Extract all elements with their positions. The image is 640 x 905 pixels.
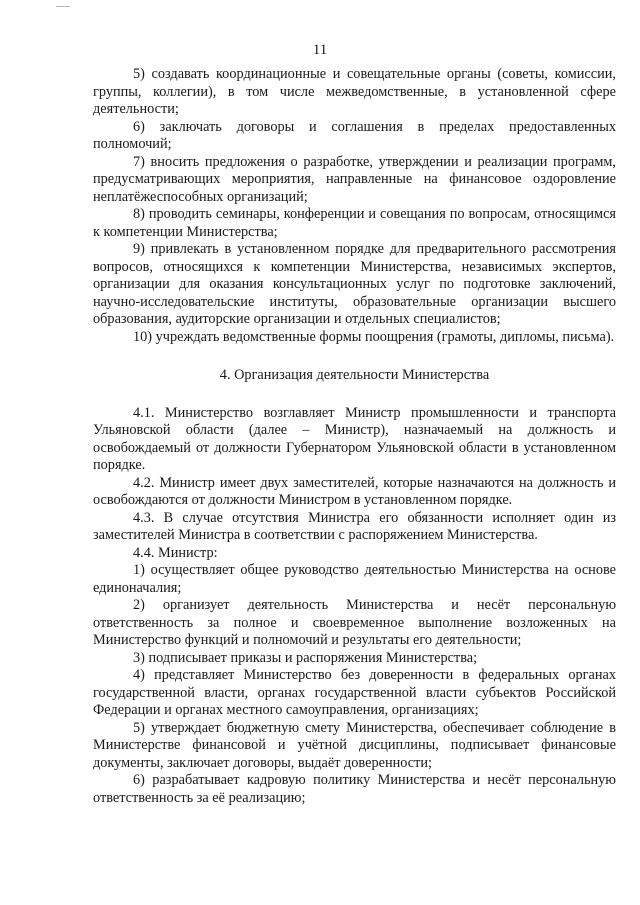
paragraph: 10) учреждать ведомственные формы поощрения (грамоты, дипломы, письма). <box>133 328 615 345</box>
paragraph: 4.4. Министр: <box>133 544 218 561</box>
paragraph: 9) привлекать в установленном порядке для предварительного рассмотрения вопросов, относящихся к компетенции Министерства, независимых экспертов, организации для оказания консультационных услуг по подготовке заключений, научно-исследовательские институты, образовательные организации высшего образования, аудиторские организации и отдельных специалистов; <box>93 241 616 327</box>
paragraph: 2) организует деятельность Министерства и несёт персональную ответственность за полное и своевременное выполнение возложенных на Министерство функций и полномочий и результаты его деятельности; <box>93 597 616 648</box>
paragraph: 8) проводить семинары, конференции и совещания по вопросам, относящимся к компетенции Министерства; <box>93 206 616 240</box>
paragraph: 5) создавать координационные и совещательные органы (советы, комиссии, группы, коллегии), в том числе межведомственные, в установленной сфере деятельности; <box>93 66 616 117</box>
scan-mark <box>56 6 70 7</box>
paragraph: 6) заключать договоры и соглашения в пределах предоставленных полномочий; <box>93 118 616 152</box>
paragraph: 4) представляет Министерство без доверенности в федеральных органах государственной власти, органах государственной власти субъектов Российской Федерации и органах местного самоуправления, организациях; <box>93 667 616 718</box>
paragraph: 7) вносить предложения о разработке, утверждении и реализации программ, предусматривающих мероприятия, направленные на финансовое оздоровление неплатёжеспособных организаций; <box>93 153 616 205</box>
document-body <box>93 66 616 807</box>
section-heading: 4. Организация деятельности Министерства <box>219 367 490 383</box>
paragraph: 4.1. Министерство возглавляет Министр промышленности и транспорта Ульяновской области (далее – Министр), назначаемый на должность и освобождаемый от должности Губернатором Ульяновской области в установленном порядке. <box>93 404 616 473</box>
paragraph: 4.3. В случае отсутствия Министра его обязанности исполняет один из заместителей Министра в соответствии с распоряжением Министерства. <box>93 509 616 543</box>
paragraph: 6) разрабатывает кадровую политику Министерства и несёт персональную ответственность за её реализацию; <box>93 772 616 806</box>
paragraph: 1) осуществляет общее руководство деятельностью Министерства на основе единоначалия; <box>93 562 616 596</box>
paragraph: 5) утверждает бюджетную смету Министерства, обеспечивает соблюдение в Министерстве финансовой и учётной дисциплины, подписывает финансовые документы, заключает договоры, выдаёт доверенности; <box>93 719 616 771</box>
paragraph: 4.2. Министр имеет двух заместителей, которые назначаются на должность и освобождаются от должности Министром в установленном порядке. <box>93 474 616 508</box>
paragraph: 3) подписывает приказы и распоряжения Министерства; <box>133 649 478 666</box>
page-number: 11 <box>312 42 328 58</box>
